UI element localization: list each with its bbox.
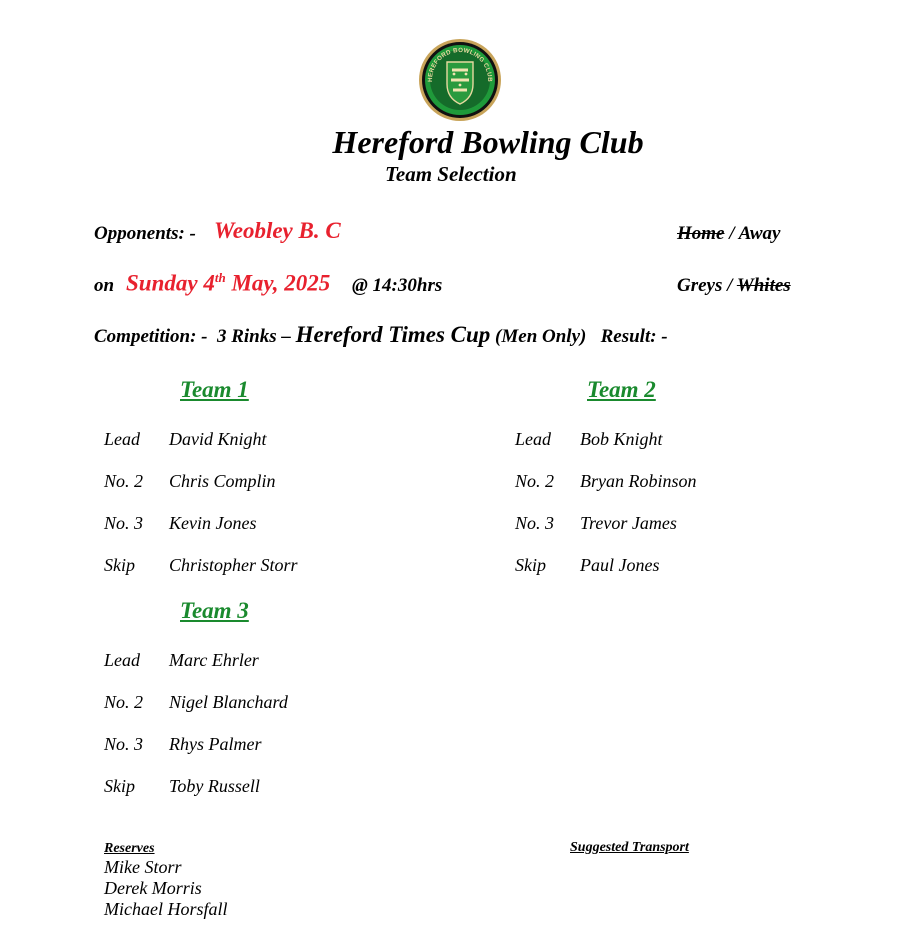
player-position: Skip — [104, 555, 135, 575]
player-position: No. 3 — [104, 734, 144, 754]
player-position: No. 2 — [104, 471, 144, 491]
team-3-player — [104, 650, 259, 671]
team-1-player — [104, 471, 276, 492]
player-position: Lead — [104, 429, 140, 449]
on-label: on — [94, 275, 115, 296]
player-position: Lead — [104, 650, 140, 670]
player-name: Bob Knight — [580, 429, 663, 449]
player-name: David Knight — [169, 429, 267, 449]
match-date — [126, 270, 330, 297]
player-name: Toby Russell — [169, 776, 260, 796]
team-2-player — [515, 429, 663, 450]
player-name: Trevor James — [580, 513, 677, 533]
player-position: No. 3 — [104, 513, 144, 533]
reserve-name: Derek Morris — [104, 878, 202, 898]
whites-option: Whites — [736, 275, 791, 296]
club-logo — [418, 38, 502, 122]
team-1-player — [104, 429, 267, 450]
result-label: Result: - — [600, 326, 668, 347]
player-name: Bryan Robinson — [580, 471, 697, 491]
greys-option: Greys / — [677, 275, 733, 296]
date-rest: May, 2025 — [231, 270, 331, 296]
team-3-title: Team 3 — [180, 598, 249, 623]
player-position: No. 3 — [515, 513, 555, 533]
reserves-section — [104, 840, 228, 920]
player-name: Chris Complin — [169, 471, 276, 491]
player-position: Skip — [515, 555, 546, 575]
opponents-label: Opponents: - — [94, 223, 196, 244]
team-2-player — [515, 555, 659, 576]
club-title: Hereford Bowling Club — [332, 124, 644, 160]
player-name: Marc Ehrler — [169, 650, 259, 670]
match-time: @ 14:30hrs — [352, 275, 443, 296]
logo-text: HEREFORD BOWLING CLUB — [426, 46, 494, 83]
team-1-player — [104, 555, 298, 576]
date-day: Sunday 4 — [126, 270, 215, 296]
team-2-player — [515, 513, 677, 534]
page-subtitle: Team Selection — [385, 162, 517, 186]
competition-label: Competition: - — [94, 326, 208, 347]
team-1-player — [104, 513, 256, 534]
competition-category: (Men Only) — [495, 326, 587, 347]
reserve-name: Michael Horsfall — [104, 899, 228, 919]
team-3-player — [104, 776, 260, 797]
kit-choice — [677, 275, 791, 297]
away-option: / Away — [729, 223, 781, 244]
competition-rinks: 3 Rinks – — [216, 326, 291, 347]
player-position: Lead — [515, 429, 551, 449]
competition-line — [94, 322, 668, 348]
team-3-player — [104, 734, 261, 755]
player-position: No. 2 — [515, 471, 555, 491]
player-position: Skip — [104, 776, 135, 796]
team-1-title: Team 1 — [180, 377, 249, 402]
competition-name: Hereford Times Cup — [295, 322, 491, 347]
reserve-name: Mike Storr — [104, 857, 182, 877]
player-name: Paul Jones — [580, 555, 660, 575]
team-2-player — [515, 471, 697, 492]
team-3-player — [104, 692, 288, 713]
team-2-title: Team 2 — [587, 377, 656, 402]
home-option: Home — [677, 223, 725, 244]
opponents-value: Weobley B. C — [214, 218, 341, 243]
player-name: Nigel Blanchard — [169, 692, 288, 712]
transport-heading: Suggested Transport — [570, 840, 689, 855]
player-name: Christopher Storr — [169, 555, 298, 575]
player-position: No. 2 — [104, 692, 144, 712]
player-name: Rhys Palmer — [169, 734, 262, 754]
date-suffix: th — [214, 270, 226, 285]
player-name: Kevin Jones — [169, 513, 257, 533]
reserves-heading: Reserves — [104, 841, 155, 856]
venue-choice — [677, 223, 780, 245]
